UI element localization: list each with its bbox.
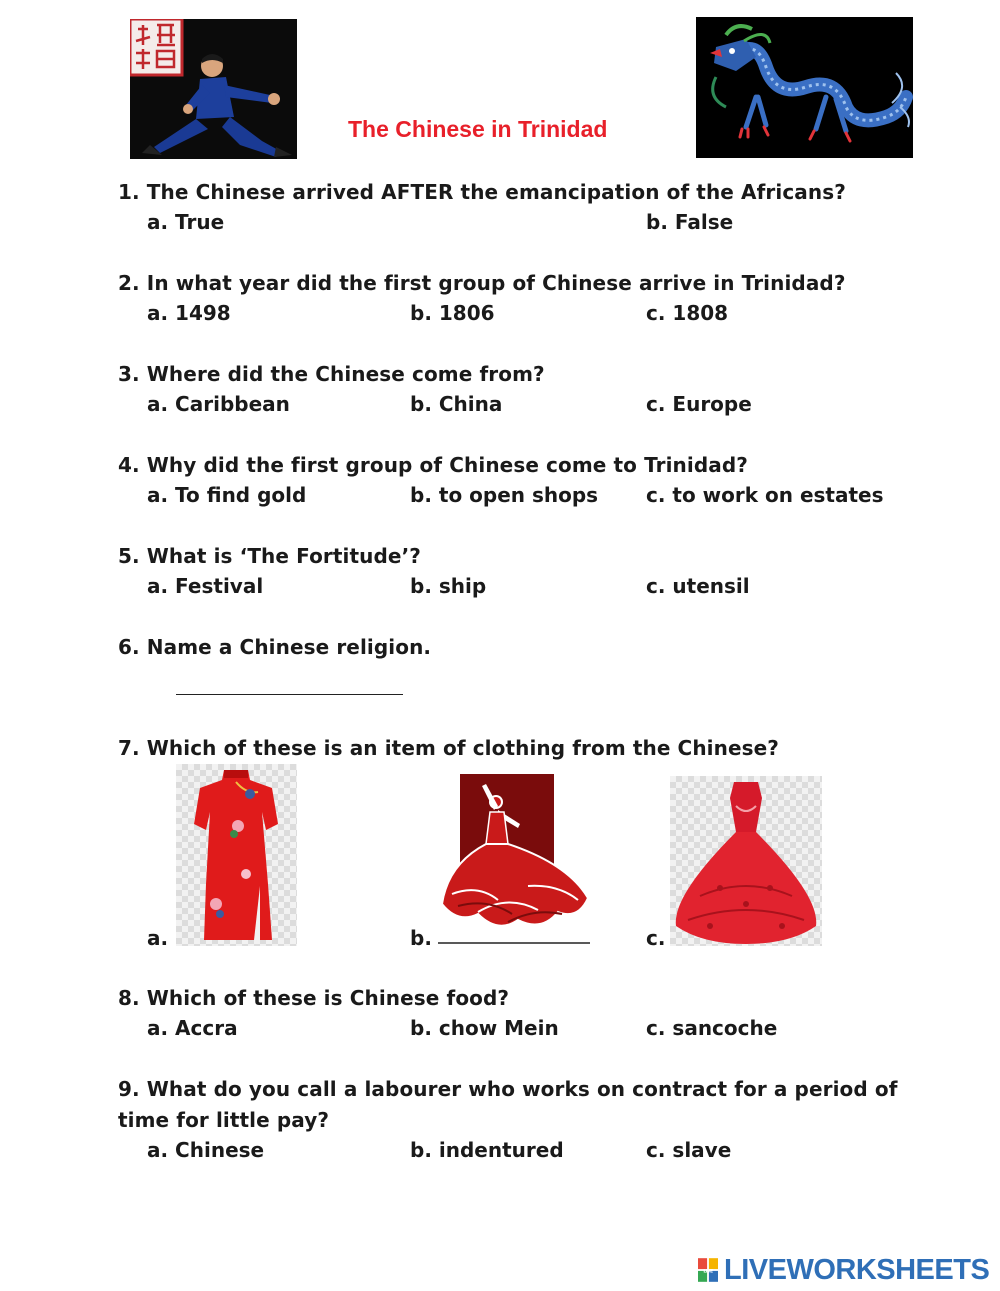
q7-option-a[interactable]: a. [147, 926, 169, 950]
q8-option-c[interactable]: c. sancoche [646, 1016, 778, 1040]
question-2: 2. In what year did the first group of Chinese arrive in Trinidad? [118, 271, 846, 295]
question-3: 3. Where did the Chinese come from? [118, 362, 545, 386]
question-7: 7. Which of these is an item of clothing from the Chinese? [118, 736, 779, 760]
dragon-photo [696, 17, 913, 158]
q5-option-b[interactable]: b. ship [410, 574, 487, 598]
q7-option-c[interactable]: c. [646, 926, 666, 950]
q1-option-b[interactable]: b. False [646, 210, 734, 234]
q8-option-a[interactable]: a. Accra [147, 1016, 238, 1040]
page-title: The Chinese in Trinidad [348, 116, 608, 142]
liveworksheets-logo [698, 1254, 989, 1287]
q6-answer-field[interactable] [176, 676, 403, 695]
q8-option-b[interactable]: b. chow Mein [410, 1016, 559, 1040]
question-4: 4. Why did the first group of Chinese come to Trinidad? [118, 453, 748, 477]
q4-option-b[interactable]: b. to open shops [410, 483, 599, 507]
q5-option-c[interactable]: c. utensil [646, 574, 750, 598]
kung-fu-photo [130, 19, 297, 159]
qipao-image[interactable] [176, 764, 297, 946]
q2-option-c[interactable]: c. 1808 [646, 301, 729, 325]
svg-text:LIVE: LIVE [703, 1269, 713, 1275]
red-qipao-icon [176, 764, 297, 946]
q4-option-a[interactable]: a. To find gold [147, 483, 307, 507]
q4-option-c[interactable]: c. to work on estates [646, 483, 884, 507]
kung-fu-fighter-icon [130, 19, 297, 159]
liveworksheets-mark-icon [698, 1258, 718, 1282]
liveworksheets-text: LIVEWORKSHEETS [724, 1254, 990, 1286]
q9-option-a[interactable]: a. Chinese [147, 1138, 265, 1162]
question-9: 9. What do you call a labourer who works on contract for a period of [118, 1077, 898, 1101]
question-1: 1. The Chinese arrived AFTER the emancipation of the Africans? [118, 180, 846, 204]
q5-option-a[interactable]: a. Festival [147, 574, 264, 598]
question-6: 6. Name a Chinese religion. [118, 635, 432, 659]
red-ball-gown-icon [670, 776, 822, 946]
question-8: 8. Which of these is Chinese food? [118, 986, 510, 1010]
ball-gown-image[interactable] [670, 776, 822, 946]
q7-option-b[interactable]: b. [410, 926, 432, 950]
chinese-dragon-icon [696, 17, 913, 158]
q9-option-c[interactable]: c. slave [646, 1138, 732, 1162]
question-9-line-2: time for little pay? [118, 1108, 330, 1132]
q1-option-a[interactable]: a. True [147, 210, 225, 234]
q2-option-b[interactable]: b. 1806 [410, 301, 495, 325]
flamenco-image[interactable] [438, 774, 590, 944]
flamenco-dancer-icon [438, 774, 590, 944]
q3-option-a[interactable]: a. Caribbean [147, 392, 290, 416]
question-5: 5. What is ‘The Fortitude’? [118, 544, 421, 568]
red-seal-stamp [130, 19, 182, 75]
q3-option-c[interactable]: c. Europe [646, 392, 752, 416]
q9-option-b[interactable]: b. indentured [410, 1138, 564, 1162]
q3-option-b[interactable]: b. China [410, 392, 503, 416]
q2-option-a[interactable]: a. 1498 [147, 301, 231, 325]
